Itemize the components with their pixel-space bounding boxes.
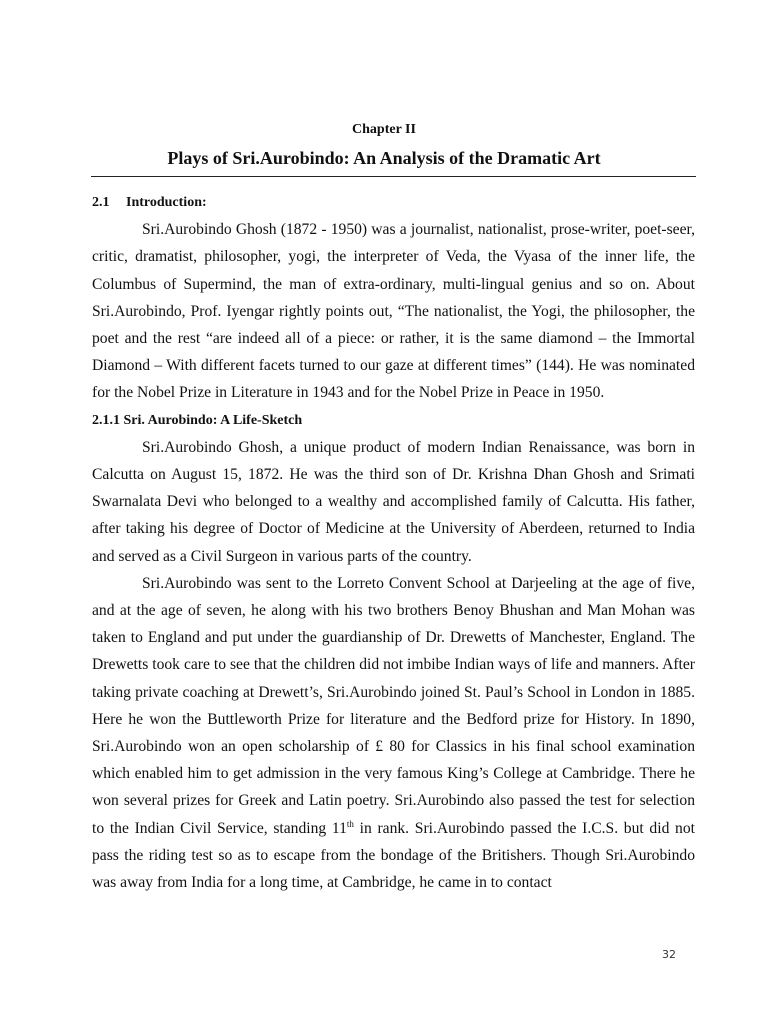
section-title: Introduction: [126, 195, 207, 210]
section-heading-life-sketch [92, 407, 695, 434]
chapter-title: Plays of Sri.Aurobindo: An Analysis of the Dramatic Art [167, 148, 601, 168]
paragraph-education [92, 570, 695, 896]
ordinal-suffix: th [346, 818, 354, 829]
paragraph-introduction: Sri.Aurobindo Ghosh (1872 - 1950) was a journalist, nationalist, prose-writer, poet-seer, critic, dramatist, philosopher, yogi, the interpreter of Veda, the Vyasa of the inner life, the Columbus of Supermind, the man of extra-ordinary, multi-lingual genius and so on. About Sri.Aurobindo, Prof. Iyengar rightly points out, “The nationalist, the Yogi, the philosopher, the poet and the rest “are indeed all of a piece: or rather, it is the same diamond – the Immortal Diamond – With different facets turned to our gaze at different times” (144). He was nominated for the Nobel Prize in Literature in 1943 and for the Nobel Prize in Peace in 1950. [92, 221, 695, 402]
section-heading-introduction [92, 189, 695, 216]
paragraph-birth: Sri.Aurobindo Ghosh, a unique product of modern Indian Renaissance, was born in Calcutta on August 15, 1872. He was the third son of Dr. Krishna Dhan Ghosh and Srimati Swarnalata Devi who belonged to a wealthy and accomplished family of Calcutta. His father, after taking his degree of Doctor of Medicine at the University of Aberdeen, returned to India and served as a Civil Surgeon in various parts of the country. [92, 438, 695, 565]
page-number: 32 [662, 948, 676, 961]
section-number: 2.1 [92, 195, 110, 210]
paragraph-text: Sri.Aurobindo was sent to the Lorreto Convent School at Darjeeling at the age of five, and at the age of seven, he along with his two brothers Benoy Bhushan and Man Mohan was taken to England and put under the guardianship of Dr. Drewetts of Manchester, England. The Drewetts took care to see that the children did not imbibe Indian ways of life and manners. After taking private coaching at Drewett’s, Sri.Aurobindo joined St. Paul’s School in London in 1885. Here he won the Buttleworth Prize for literature and the Bedford prize for History. In 1890, Sri.Aurobindo won an open scholarship of £ 80 for Classics in his final school examination which enabled him to get admission in the very famous King’s College at Cambridge. There he won several prizes for Greek and Latin poetry. Sri.Aurobindo also passed the test for selection to the Indian Civil Service, standing 11 [92, 574, 695, 837]
document-body [92, 189, 695, 896]
section-title: Sri. Aurobindo: A Life-Sketch [123, 412, 303, 428]
chapter-label: Chapter II [352, 122, 416, 137]
paragraph-text-continued: in rank. Sri.Aurobindo passed the I.C.S. but did not pass the riding test so as to escape from the bondage of the Britishers. Though Sri.Aurobindo was away from India for a long time, at Cambridge, he came in to contact [92, 819, 695, 892]
title-divider [91, 176, 696, 177]
section-number: 2.1.1 [92, 412, 120, 428]
